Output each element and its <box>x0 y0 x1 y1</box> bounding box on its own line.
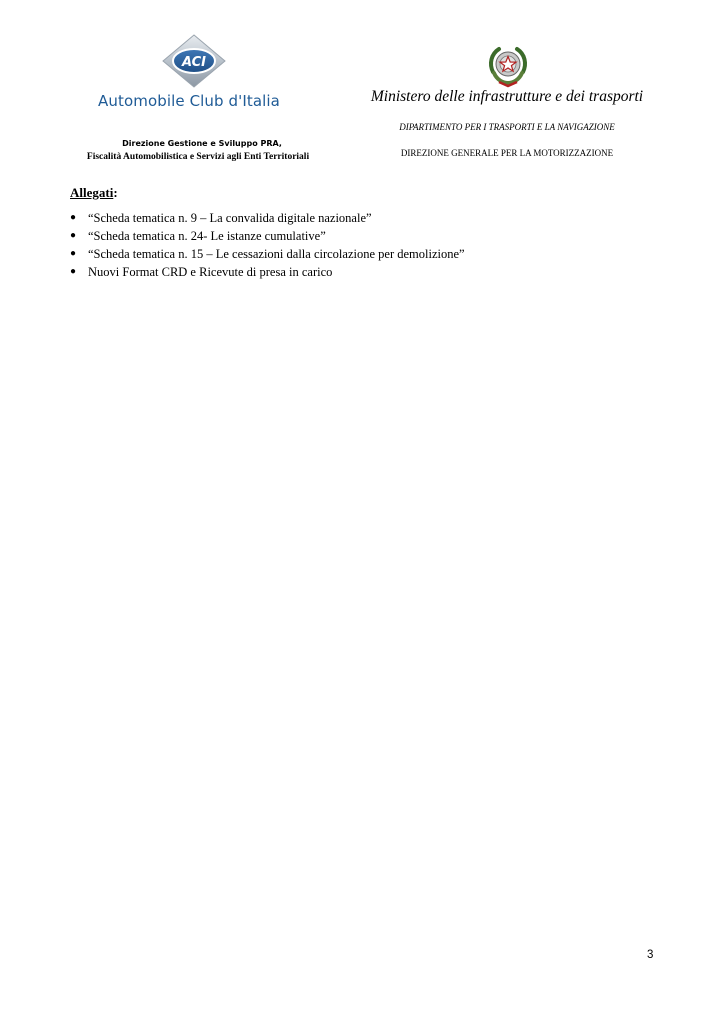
attachment-item-text: Nuovi Format CRD e Ricevute di presa in carico <box>88 265 333 279</box>
bullet-icon: ● <box>70 212 77 223</box>
aci-department-line1: Direzione Gestione e Sviluppo PRA, <box>122 139 282 148</box>
attachment-item-text: “Scheda tematica n. 24- Le istanze cumulative” <box>88 229 326 243</box>
attachments-list <box>70 209 465 281</box>
aci-name: Automobile Club d'Italia <box>98 92 280 110</box>
aci-department-line2: Fiscalità Automobilistica e Servizi agli Enti Territoriali <box>86 152 310 162</box>
list-item <box>70 209 465 227</box>
page-number: 3 <box>647 949 654 961</box>
attachment-item-text: “Scheda tematica n. 9 – La convalida digitale nazionale” <box>88 211 372 225</box>
aci-logo-icon <box>161 34 227 88</box>
bullet-icon: ● <box>70 248 77 259</box>
list-item <box>70 245 465 263</box>
italian-republic-emblem-icon <box>485 42 531 88</box>
ministry-title: Ministero delle infrastrutture e dei trasporti <box>370 88 644 105</box>
ministry-department: DIPARTIMENTO PER I TRASPORTI E LA NAVIGAZIONE <box>399 122 615 132</box>
attachments-heading <box>70 185 118 201</box>
aci-logo-text: ACI <box>181 55 207 70</box>
attachments-heading-label: Allegati <box>70 185 114 200</box>
bullet-icon: ● <box>70 266 77 277</box>
ministry-directorate: DIREZIONE GENERALE PER LA MOTORIZZAZIONE <box>400 148 614 158</box>
attachments-heading-colon: : <box>113 185 118 200</box>
list-item <box>70 263 465 281</box>
list-item <box>70 227 465 245</box>
bullet-icon: ● <box>70 230 77 241</box>
attachment-item-text: “Scheda tematica n. 15 – Le cessazioni dalla circolazione per demolizione” <box>88 247 465 261</box>
